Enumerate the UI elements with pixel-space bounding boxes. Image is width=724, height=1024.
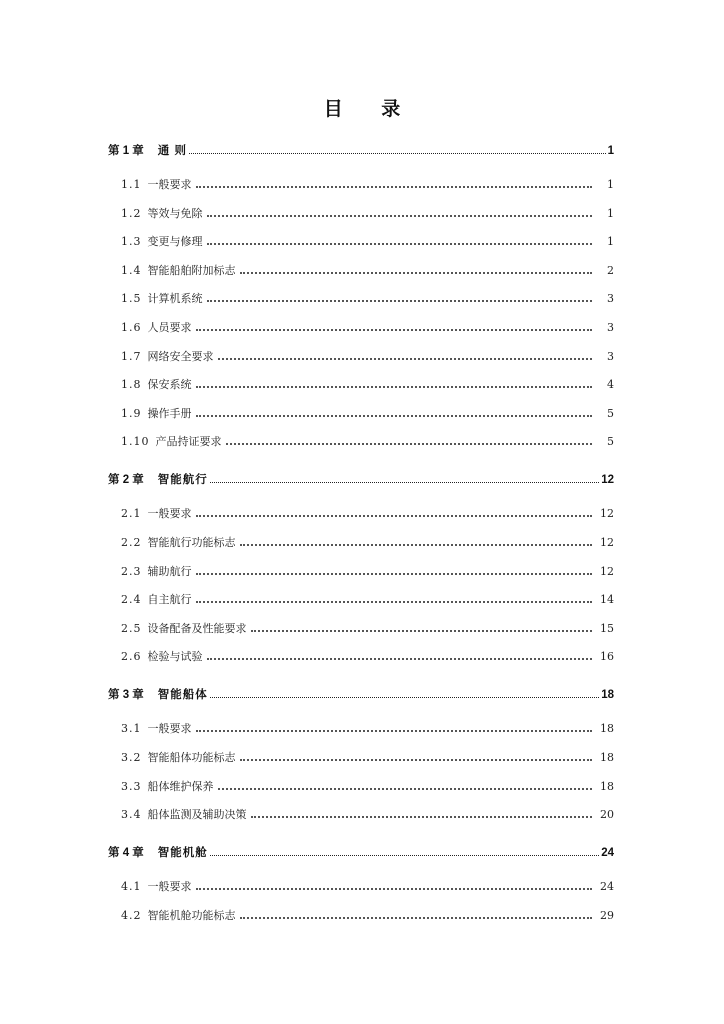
section-number: 2.3 xyxy=(121,564,142,578)
section-number: 2.6 xyxy=(121,650,142,664)
section-number: 1.5 xyxy=(121,292,142,306)
dot-leader xyxy=(218,350,593,360)
page-number: 5 xyxy=(607,435,614,449)
section-number: 3.1 xyxy=(121,722,142,736)
dot-leader xyxy=(240,536,593,546)
toc-section-entry[interactable] xyxy=(121,233,614,249)
toc-section-entry[interactable] xyxy=(121,534,614,550)
page-number: 12 xyxy=(600,536,614,549)
page-number: 3 xyxy=(607,349,614,363)
page-number: 12 xyxy=(601,474,614,487)
page-number: 18 xyxy=(600,779,614,793)
section-number: 3.3 xyxy=(121,779,142,793)
section-title: 船体维护保养 xyxy=(147,779,214,793)
section-title: 设备配备及性能要求 xyxy=(147,621,247,635)
section-number: 1.1 xyxy=(121,178,142,191)
page-number: 3 xyxy=(607,292,614,306)
chapter-title: 通 则 xyxy=(157,145,187,157)
page-number: 1 xyxy=(607,206,614,220)
section-number: 4.2 xyxy=(121,908,142,922)
page-number: 18 xyxy=(601,689,614,702)
toc-section-entry[interactable] xyxy=(121,591,614,607)
section-title: 智能船舶附加标志 xyxy=(147,263,236,277)
section-title: 自主航行 xyxy=(147,593,192,607)
dot-leader xyxy=(207,651,593,661)
dot-leader xyxy=(196,723,593,733)
dot-leader xyxy=(210,474,599,483)
toc-chapter-entry[interactable] xyxy=(108,844,614,860)
chapter-title: 智能机舱 xyxy=(157,847,208,860)
section-title: 辅助航行 xyxy=(147,564,192,578)
dot-leader xyxy=(189,145,606,154)
page-number: 29 xyxy=(600,908,614,922)
chapter-title: 智能航行 xyxy=(157,474,208,487)
toc-section-entry[interactable] xyxy=(121,620,614,636)
dot-leader xyxy=(210,847,599,856)
dot-leader xyxy=(240,909,593,919)
chapter-number: 第 2 章 xyxy=(108,474,144,487)
toc-section-entry[interactable] xyxy=(121,319,614,335)
section-title: 智能航行功能标志 xyxy=(147,536,236,549)
section-title: 变更与修理 xyxy=(147,235,203,249)
page-number: 1 xyxy=(607,178,614,191)
toc-section-entry[interactable] xyxy=(121,405,614,421)
toc-section-entry[interactable] xyxy=(121,176,614,192)
toc-section-entry[interactable] xyxy=(121,563,614,579)
page-number: 24 xyxy=(600,880,614,894)
dot-leader xyxy=(207,236,593,246)
section-title: 一般要求 xyxy=(147,507,192,521)
section-number: 1.10 xyxy=(121,435,150,449)
dot-leader xyxy=(210,689,599,698)
dot-leader xyxy=(240,751,593,761)
page-number: 12 xyxy=(600,507,614,521)
section-title: 等效与免除 xyxy=(147,206,203,220)
toc-section-entry[interactable] xyxy=(121,749,614,765)
section-title: 操作手册 xyxy=(147,406,192,420)
page-number: 1 xyxy=(607,235,614,249)
toc-section-entry[interactable] xyxy=(121,433,614,449)
section-number: 3.4 xyxy=(121,808,142,822)
section-number: 2.5 xyxy=(121,621,142,635)
page-number: 15 xyxy=(600,621,614,635)
toc-section-entry[interactable] xyxy=(121,376,614,392)
page-number: 1 xyxy=(607,145,614,157)
section-title: 智能船体功能标志 xyxy=(147,751,236,764)
section-number: 1.2 xyxy=(121,206,142,220)
dot-leader xyxy=(196,178,593,188)
toc-section-entry[interactable] xyxy=(121,778,614,794)
dot-leader xyxy=(226,436,593,446)
section-number: 3.2 xyxy=(121,751,142,764)
section-number: 1.6 xyxy=(121,321,142,334)
section-number: 2.1 xyxy=(121,507,142,521)
section-title: 计算机系统 xyxy=(147,292,203,306)
page-number: 12 xyxy=(600,564,614,578)
dot-leader xyxy=(196,594,593,604)
dot-leader xyxy=(196,379,593,389)
dot-leader xyxy=(196,407,593,417)
chapter-number: 第 1 章 xyxy=(108,145,144,157)
dot-leader xyxy=(251,622,593,632)
dot-leader xyxy=(196,508,593,518)
page-title: 目 录 xyxy=(323,98,417,120)
page-number: 20 xyxy=(600,808,614,822)
section-title: 产品持证要求 xyxy=(155,435,222,449)
toc-section-entry[interactable] xyxy=(121,505,614,521)
dot-leader xyxy=(251,809,593,819)
page-number: 18 xyxy=(600,751,614,764)
section-title: 保安系统 xyxy=(147,378,192,392)
section-number: 1.3 xyxy=(121,235,142,249)
section-number: 1.9 xyxy=(121,406,142,420)
dot-leader xyxy=(207,207,593,217)
section-title: 一般要求 xyxy=(147,880,192,894)
section-title: 人员要求 xyxy=(147,321,192,334)
dot-leader xyxy=(196,565,593,575)
chapter-number: 第 3 章 xyxy=(108,689,144,702)
toc-section-entry[interactable] xyxy=(121,907,614,923)
section-title: 网络安全要求 xyxy=(147,349,214,363)
section-title: 智能机舱功能标志 xyxy=(147,908,236,922)
chapter-title: 智能船体 xyxy=(157,689,208,702)
toc-chapter-entry[interactable] xyxy=(108,471,614,487)
page-number: 18 xyxy=(600,722,614,736)
page-number: 3 xyxy=(607,321,614,334)
chapter-number: 第 4 章 xyxy=(108,847,144,860)
section-number: 1.8 xyxy=(121,378,142,392)
toc-section-entry[interactable] xyxy=(121,290,614,306)
toc-section-entry[interactable] xyxy=(121,878,614,894)
toc-section-entry[interactable] xyxy=(121,205,614,221)
page-number: 24 xyxy=(601,847,614,860)
section-title: 检验与试验 xyxy=(147,650,203,664)
section-number: 1.4 xyxy=(121,263,142,277)
toc-section-entry[interactable] xyxy=(121,648,614,664)
page-number: 16 xyxy=(600,650,614,664)
toc-section-entry[interactable] xyxy=(121,262,614,278)
toc-section-entry[interactable] xyxy=(121,720,614,736)
toc-section-entry[interactable] xyxy=(121,806,614,822)
dot-leader xyxy=(240,264,593,274)
section-number: 2.4 xyxy=(121,593,142,607)
toc-chapter-entry[interactable] xyxy=(108,142,614,158)
page-number: 2 xyxy=(607,263,614,277)
toc-chapter-entry[interactable] xyxy=(108,686,614,702)
page-number: 5 xyxy=(607,406,614,420)
section-title: 船体监测及辅助决策 xyxy=(147,808,247,822)
section-title: 一般要求 xyxy=(147,178,192,191)
dot-leader xyxy=(196,881,593,891)
dot-leader xyxy=(218,780,593,790)
section-number: 4.1 xyxy=(121,880,142,894)
dot-leader xyxy=(196,321,593,331)
page-number: 14 xyxy=(600,593,614,607)
section-number: 2.2 xyxy=(121,536,142,549)
section-title: 一般要求 xyxy=(147,722,192,736)
section-number: 1.7 xyxy=(121,349,142,363)
dot-leader xyxy=(207,293,593,303)
page-number: 4 xyxy=(607,378,614,392)
toc-section-entry[interactable] xyxy=(121,348,614,364)
